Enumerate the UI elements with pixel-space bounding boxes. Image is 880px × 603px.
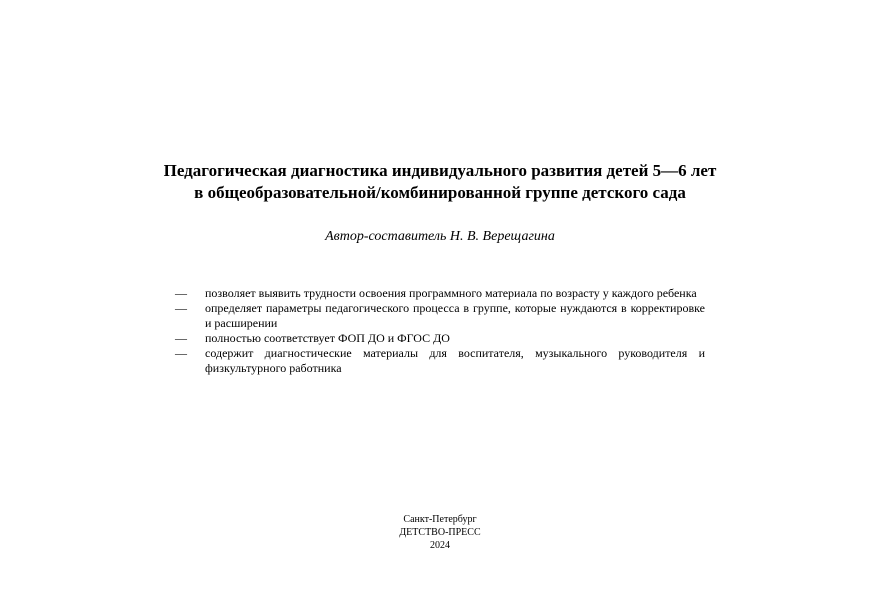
- list-item-text: содержит диагностические материалы для воспитателя, музыкального руководителя и физкультурного работника: [205, 346, 705, 375]
- author-line: Автор-составитель Н. В. Верещагина: [325, 229, 555, 244]
- dash-marker: —: [175, 346, 187, 360]
- list-item: [175, 331, 705, 346]
- list-item-text: позволяет выявить трудности освоения программного материала по возрасту у каждого ребенка: [205, 286, 697, 300]
- title-line-1: Педагогическая диагностика индивидуального развития детей 5—6 лет: [163, 161, 717, 180]
- dash-marker: —: [175, 301, 187, 315]
- dash-marker: —: [175, 331, 187, 345]
- list-item: [175, 286, 705, 301]
- list-item: [175, 346, 705, 376]
- title-line-2: в общеобразовательной/комбинированной группе детского сада: [194, 183, 686, 202]
- list-item-text: определяет параметры педагогического процесса в группе, которые нуждаются в корректировке и расширении: [205, 301, 705, 330]
- page-title: [0, 160, 880, 204]
- list-item-text: полностью соответствует ФОП ДО и ФГОС ДО: [205, 331, 450, 345]
- dash-marker: —: [175, 286, 187, 300]
- imprint-publisher: ДЕТСТВО-ПРЕСС: [399, 527, 481, 538]
- feature-list: [175, 286, 705, 376]
- imprint: [0, 513, 880, 552]
- list-item: [175, 301, 705, 331]
- imprint-city: Санкт-Петербург: [403, 514, 477, 525]
- imprint-year: 2024: [430, 540, 450, 551]
